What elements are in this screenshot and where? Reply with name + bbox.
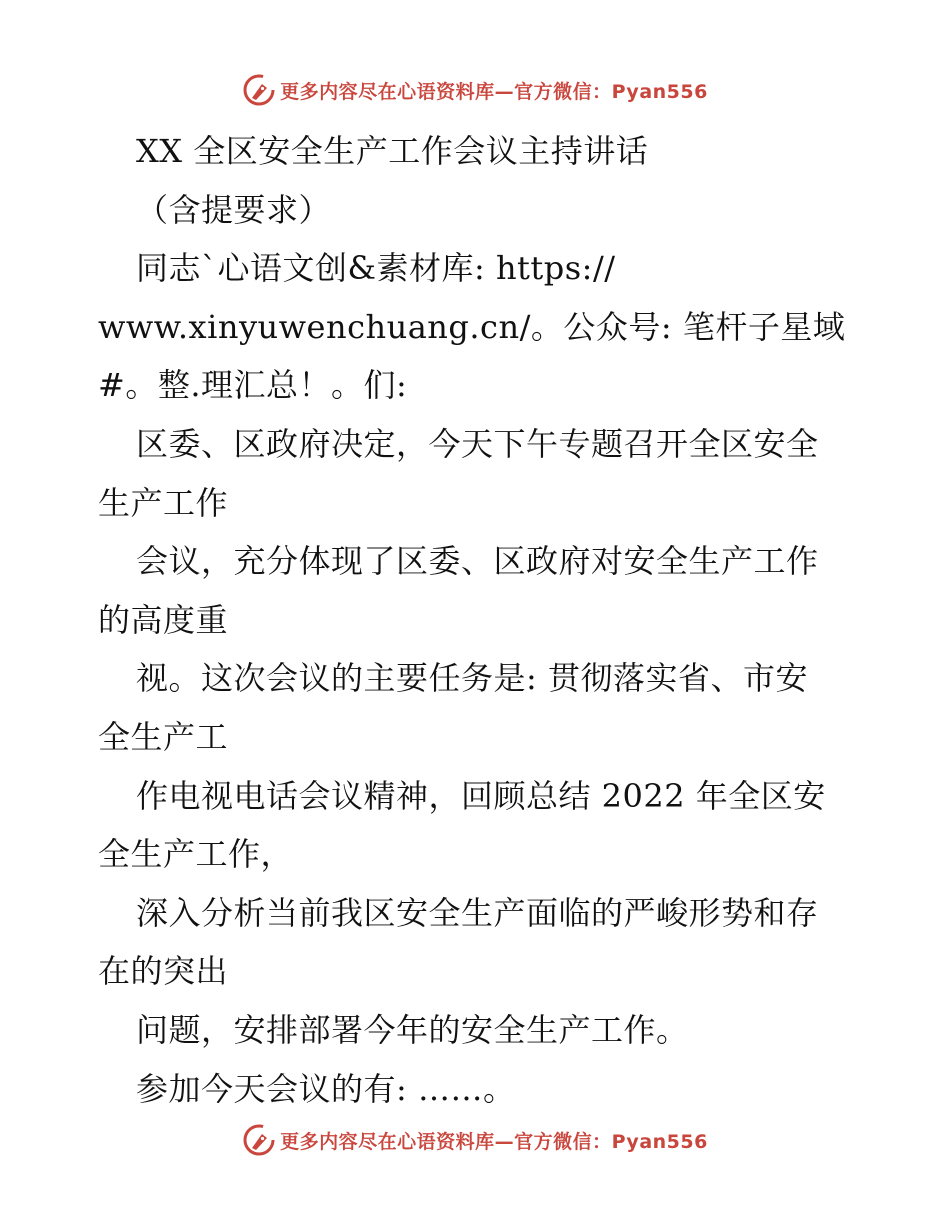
text-line: （含提要求） xyxy=(136,190,332,229)
banner-text: 更多内容尽在心语资料库—官方微信：Pyan556 xyxy=(280,80,708,103)
text-line: 在的突出 xyxy=(98,952,229,991)
text-line: 问题，安排部署今年的安全生产工作。 xyxy=(136,1010,689,1049)
pen-nib-logo-icon xyxy=(242,1123,276,1157)
text-line: 参加今天会议的有: ……。 xyxy=(136,1069,516,1108)
text-line: 深入分析当前我区安全生产面临的严峻形势和存 xyxy=(136,893,819,932)
header-banner xyxy=(0,70,950,110)
text-line: 作电视电话会议精神，回顾总结 2022 年全区安 xyxy=(136,776,826,815)
text-line: 同志`心语文创&素材库: https:// xyxy=(136,249,616,288)
text-line: 全生产工作， xyxy=(98,835,294,874)
text-line: #。整.理汇总！。们: xyxy=(98,366,408,405)
text-line: 的高度重 xyxy=(98,600,229,639)
text-line: 生产工作 xyxy=(98,483,229,522)
document-body xyxy=(98,122,858,1118)
banner-text: 更多内容尽在心语资料库—官方微信：Pyan556 xyxy=(280,1130,708,1153)
text-line: 会议，充分体现了区委、区政府对安全生产工作 xyxy=(136,542,819,581)
text-line: XX 全区安全生产工作会议主持讲话 xyxy=(136,132,649,170)
text-line: 全生产工 xyxy=(98,717,229,756)
text-line: 区委、区政府决定，今天下午专题召开全区安全 xyxy=(136,424,819,463)
text-line: 视。这次会议的主要任务是: 贯彻落实省、市安 xyxy=(136,659,808,698)
footer-banner xyxy=(0,1120,950,1160)
text-line: www.xinyuwenchuang.cn/。公众号: 笔杆子星域 xyxy=(98,307,846,346)
pen-nib-logo-icon xyxy=(242,73,276,107)
